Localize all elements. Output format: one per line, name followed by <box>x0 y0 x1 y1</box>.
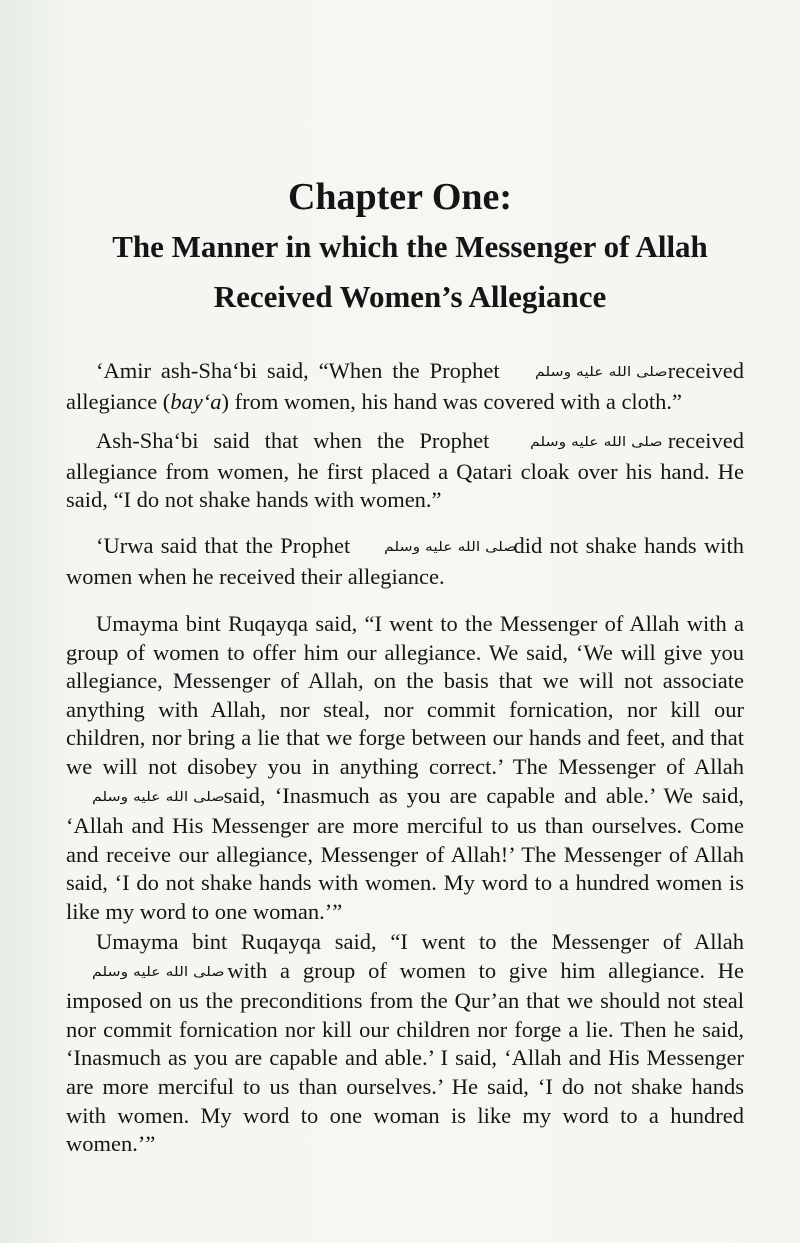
paragraph-5-text-a: Umayma bint Ruqayqa said, “I went to the Messenger of Allah <box>96 929 744 954</box>
paragraph-2-text-a: Ash-Sha‘bi said that when the Prophet <box>96 428 490 453</box>
paragraph-1-text-a: ‘Amir ash-Sha‘bi said, “When the Prophet <box>96 358 500 383</box>
honorific-glyph: صلى الله عليه وسلم <box>535 365 668 380</box>
paragraph-2 <box>66 427 744 515</box>
paragraph-3 <box>66 532 744 591</box>
paragraph-5 <box>66 928 744 1159</box>
chapter-title: Chapter One: <box>287 176 513 218</box>
chapter-subtitle: The Manner in which the Messenger of Allah Received Women’s Allegiance <box>112 229 708 314</box>
paragraph-1 <box>66 357 744 416</box>
paragraph-4-text-b: said, ‘Inasmuch as you are capable and able.’ We said, ‘Allah and His Messenger are more merciful to us than ourselves. Come and receive our allegiance, Messenger of Allah!’ The Messenger of Allah said, ‘I do not shake hands with women. My word to a hundred women is like my word to one woman.’” <box>66 782 744 924</box>
honorific-glyph: صلى الله عليه وسلم <box>383 540 517 555</box>
paragraph-1-italic-term: bay‘a <box>170 388 222 414</box>
paragraph-1-text-c: ) from women, his hand was covered with a cloth.” <box>221 388 683 414</box>
honorific-glyph: صلى الله عليه وسلم <box>91 789 225 805</box>
paragraph-1-text-b: received allegiance ( <box>66 358 744 414</box>
paragraph-2-text-b: received allegiance from women, he first placed a Qatari cloak over his hand. He said, “I do not shake hands with women.” <box>66 428 745 513</box>
paragraph-5-text-b: with a group of women to give him allegiance. He imposed on us the preconditions from the Qur’an that we should not steal nor commit fornication nor kill our children nor forge a lie. Then he said, ‘Inasmuch as you are capable and able.’ I said, ‘Allah and His Messenger are more merciful to us than ourselves.’ He said, ‘I do not shake hands with women. My word to one woman is like my word to a hundred women.’” <box>66 957 745 1157</box>
paragraph-4 <box>66 610 744 927</box>
paragraph-4-text-a: Umayma bint Ruqayqa said, “I went to the Messenger of Allah with a group of women to offer him our allegiance. We said, ‘We will give you allegiance, Messenger of Allah, on the basis that we will not associate anything with Allah, nor steal, nor commit fornication, nor kill our children, nor bring a lie that we forge between our hands and feet, and that we will not disobey you in anything correct.’ The Messenger of Allah <box>66 611 744 779</box>
paragraph-3-text-a: ‘Urwa said that the Prophet <box>96 533 351 558</box>
honorific-glyph: صلى الله عليه وسلم <box>91 964 225 980</box>
honorific-glyph: صلى الله عليه وسلم <box>530 435 663 450</box>
paragraph-3-text-b: did not shake hands with women when he received their allegiance. <box>66 533 745 589</box>
